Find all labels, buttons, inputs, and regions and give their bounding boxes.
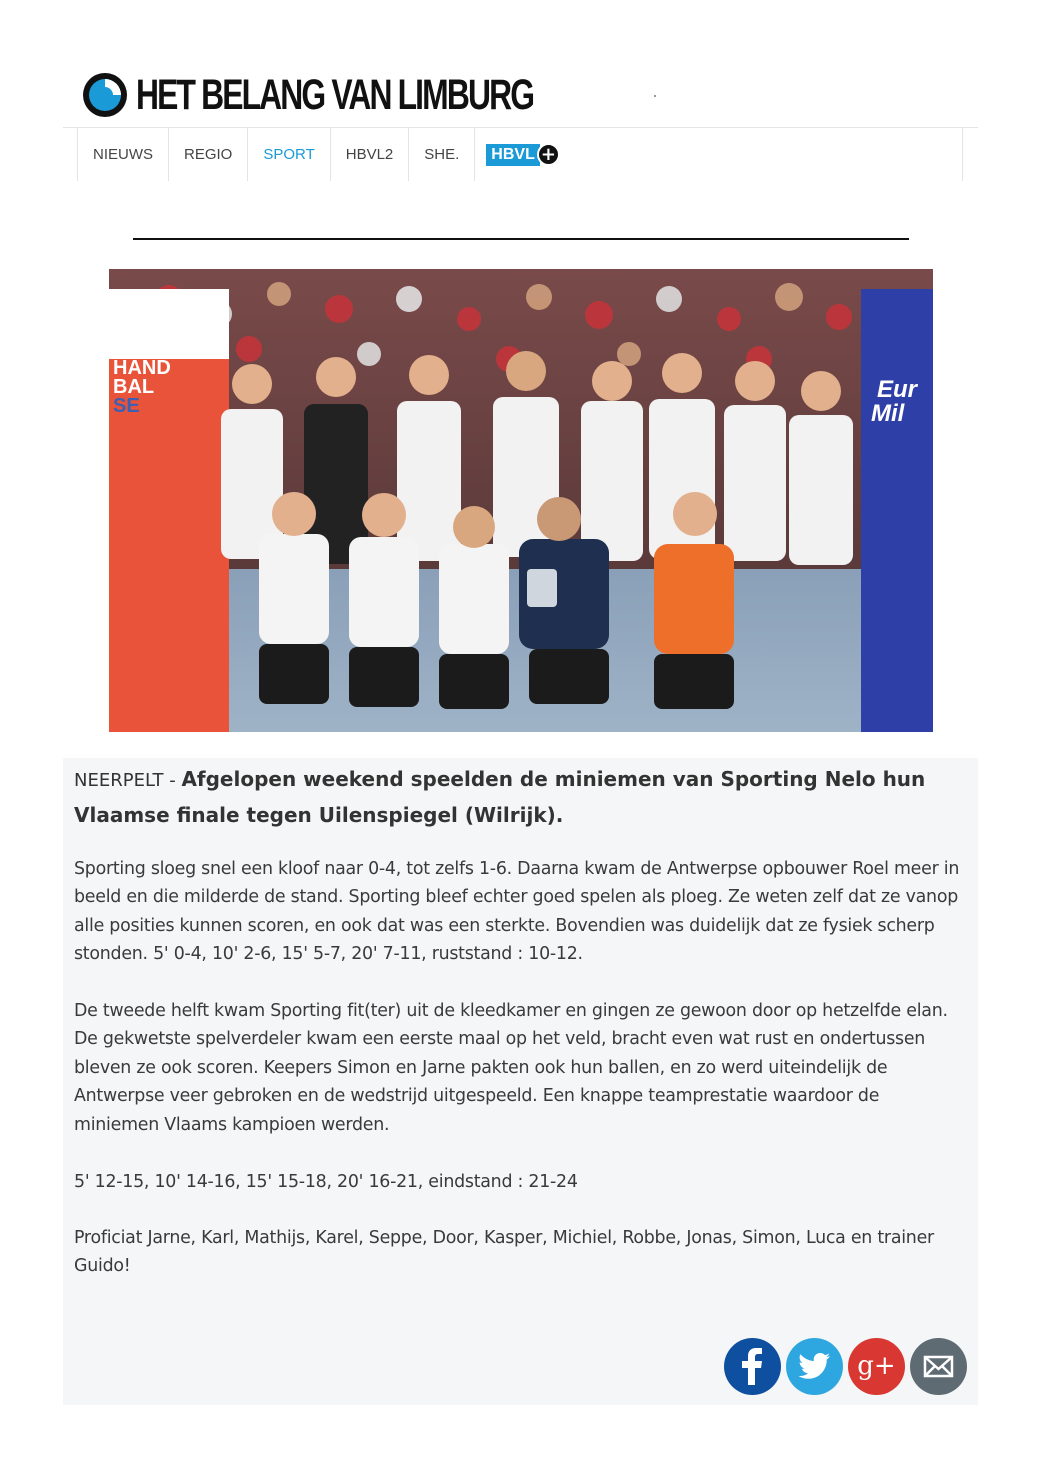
nav-item-nieuws[interactable]: NIEUWS bbox=[78, 128, 169, 181]
article-paragraph-2: De tweede helft kwam Sporting fit(ter) uit de kleedkamer en gingen ze gewoon door op hetzelfde elan. De gekwetste spelverdeler kwam een eerste maal op het veld, bracht even wat rust en ondertussen bleven ze ook scoren. Keepers Simon en Jarne pakten ook hun ballen, en zo werd uiteindelijk de Antwerpse veer gebroken en de wedstrijd uitgespeeld. Een knappe teamprestatie waardoor de miniemen Vlaams kampioen werden. bbox=[74, 1001, 948, 1135]
banner-left-line-1: HAND bbox=[113, 357, 171, 379]
article-location: NEERPELT - bbox=[74, 770, 182, 791]
nav-item-hbvl-plus[interactable] bbox=[475, 128, 571, 181]
hbvl-plus-label: HBVL bbox=[486, 144, 540, 166]
article-intro: Afgelopen weekend speelden de miniemen van Sporting Nelo hun Vlaamse finale tegen Uilenspiegel (Wilrijk). bbox=[74, 767, 926, 827]
logo-circle-icon[interactable] bbox=[80, 70, 130, 120]
twitter-icon bbox=[786, 1338, 843, 1395]
nav-item-hbvl2[interactable]: HBVL2 bbox=[331, 128, 410, 181]
article-paragraph-1: Sporting sloeg snel een kloof naar 0-4, tot zelfs 1-6. Daarna kwam de Antwerpse opbouwer Roel meer in beeld en die milderde de stand. Sporting bleef echter goed spelen als ploeg. Ze weten zelf dat ze vanop alle posities kunnen scoren, en ook dat was een sterkte. Bovendien was duidelijk dat ze fysiek scherp stonden. 5' 0-4, 10' 2-6, 15' 5-7, 20' 7-11, ruststand : 10-12. bbox=[74, 859, 960, 965]
share-email-button[interactable] bbox=[910, 1338, 967, 1395]
site-title[interactable]: HET BELANG VAN LIMBURG bbox=[136, 70, 534, 119]
banner-right-line-1: Eur bbox=[877, 376, 918, 403]
banner-left-line-3: SE bbox=[113, 395, 140, 417]
mail-icon bbox=[910, 1338, 967, 1395]
article-body bbox=[63, 758, 978, 1405]
share-facebook-button[interactable] bbox=[724, 1338, 781, 1395]
nav-item-sport[interactable]: SPORT bbox=[248, 128, 330, 181]
share-twitter-button[interactable] bbox=[786, 1338, 843, 1395]
facebook-icon bbox=[724, 1338, 781, 1395]
main-nav bbox=[77, 128, 963, 181]
plus-icon: + bbox=[537, 143, 560, 166]
decorative-dot bbox=[654, 95, 656, 97]
share-google-plus-button[interactable] bbox=[848, 1338, 905, 1395]
banner-right-line-2: Mil bbox=[871, 400, 905, 427]
masthead bbox=[80, 66, 673, 124]
team-photo-illustration bbox=[109, 269, 933, 732]
title-divider bbox=[133, 238, 909, 240]
hbvl-plus-badge bbox=[486, 143, 560, 166]
banner-left-line-2: BAL bbox=[113, 376, 155, 398]
article-paragraph-4: Proficiat Jarne, Karl, Mathijs, Karel, Seppe, Door, Kasper, Michiel, Robbe, Jonas, Simon, Luca en trainer Guido! bbox=[74, 1228, 934, 1277]
google-plus-icon: g+ bbox=[857, 1350, 896, 1381]
article-paragraph-3: 5' 12-15, 10' 14-16, 15' 15-18, 20' 16-21, eindstand : 21-24 bbox=[74, 1172, 578, 1192]
article-photo bbox=[109, 269, 933, 732]
nav-item-she[interactable]: SHE. bbox=[409, 128, 475, 181]
article-lead bbox=[74, 762, 954, 833]
nav-item-regio[interactable]: REGIO bbox=[169, 128, 248, 181]
